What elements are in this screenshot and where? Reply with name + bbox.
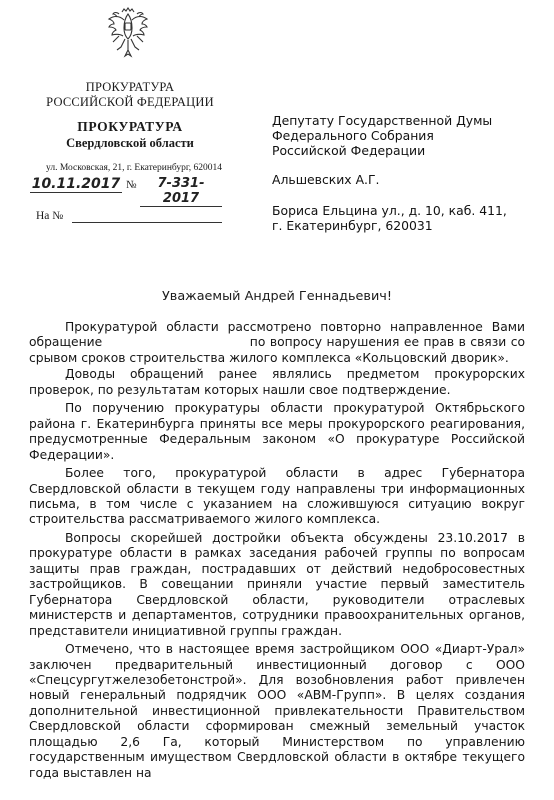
letterhead-org-line2: РОССИЙСКОЙ ФЕДЕРАЦИИ	[46, 95, 214, 109]
registration-row	[30, 176, 230, 206]
registration-date: 10.11.2017	[31, 176, 121, 192]
reply-to-label: На №	[36, 210, 64, 222]
body-paragraph: Доводы обращений ранее являлись предметом прокурорских проверок, по результатам которых нашли свое подтверждение.	[29, 367, 525, 397]
letterhead-address: ул. Московская, 21, г. Екатеринбург, 620014	[46, 163, 222, 173]
body-paragraph: По поручению прокуратуры области прокуратурой Октябрьского района г. Екатеринбурга приняты все меры прокурорского реагирования, предусмотренные Федеральным законом «О прокуратуре Российской Федерации».	[29, 401, 525, 462]
reply-to-line	[72, 222, 222, 223]
registration-number-label: №	[126, 179, 137, 191]
letterhead-region: Свердловской области	[66, 136, 194, 150]
recipient-address1: Бориса Ельцина ул., д. 10, каб. 411,	[272, 203, 507, 218]
greeting: Уважаемый Андрей Геннадьевич!	[162, 289, 392, 304]
recipient-name: Альшевских А.Г.	[272, 172, 380, 187]
recipient-line1: Депутату Государственной Думы	[272, 113, 493, 128]
letterhead-org-line1: ПРОКУРАТУРА	[85, 80, 175, 94]
letterhead-org-bold: ПРОКУРАТУРА	[77, 119, 183, 134]
letter-body	[29, 320, 529, 784]
body-paragraph: Более того, прокуратурой области в адрес Губернатора Свердловской области в текущем году направлены три информационных письма, в том числе с указанием на сложившуюся ситуацию вокруг строительства рассматриваемого жилого комплекса.	[29, 466, 525, 527]
body-paragraph: Отмечено, что в настоящее время застройщиком ООО «Диарт-Урал» заключен предварительный инвестиционный договор с ООО «Спецсургутжелезобетонстрой». Для возобновления работ привлечен новый генеральный подрядчик ООО «АВМ-Групп». В целях создания дополнительной инвестиционной привлекательности Правительством Свердловской области сформирован смежный земельный участок площадью 2,6 Га, который Министерством по управлению государственным имуществом Свердловской области в октябре текущего года выставлен на	[29, 642, 525, 780]
recipient-line3: Российской Федерации	[272, 143, 426, 158]
registration-number: 7-331-2017	[140, 176, 222, 207]
coat-of-arms-icon	[105, 6, 151, 60]
body-paragraph: Вопросы скорейшей достройки объекта обсуждены 23.10.2017 в прокуратуре области в рамках заседания рабочей группы по вопросам защиты прав граждан, пострадавших от действий недобросовестных застройщиков. В совещании приняли участие первый заместитель Губернатора Свердловской области, руководители отраслевых министерств и департаментов, сотрудники правоохранительных органов, представители инициативной группы граждан.	[29, 530, 525, 638]
body-paragraph: Прокуратурой области рассмотрено повторно направленное Вами обращение по вопросу нарушения ее прав в связи со срывом сроков строительства жилого комплекса «Кольцовский дворик».	[29, 320, 529, 365]
recipient-address2: г. Екатеринбург, 620031	[272, 218, 433, 233]
recipient-line2: Федерального Собрания	[272, 128, 434, 143]
